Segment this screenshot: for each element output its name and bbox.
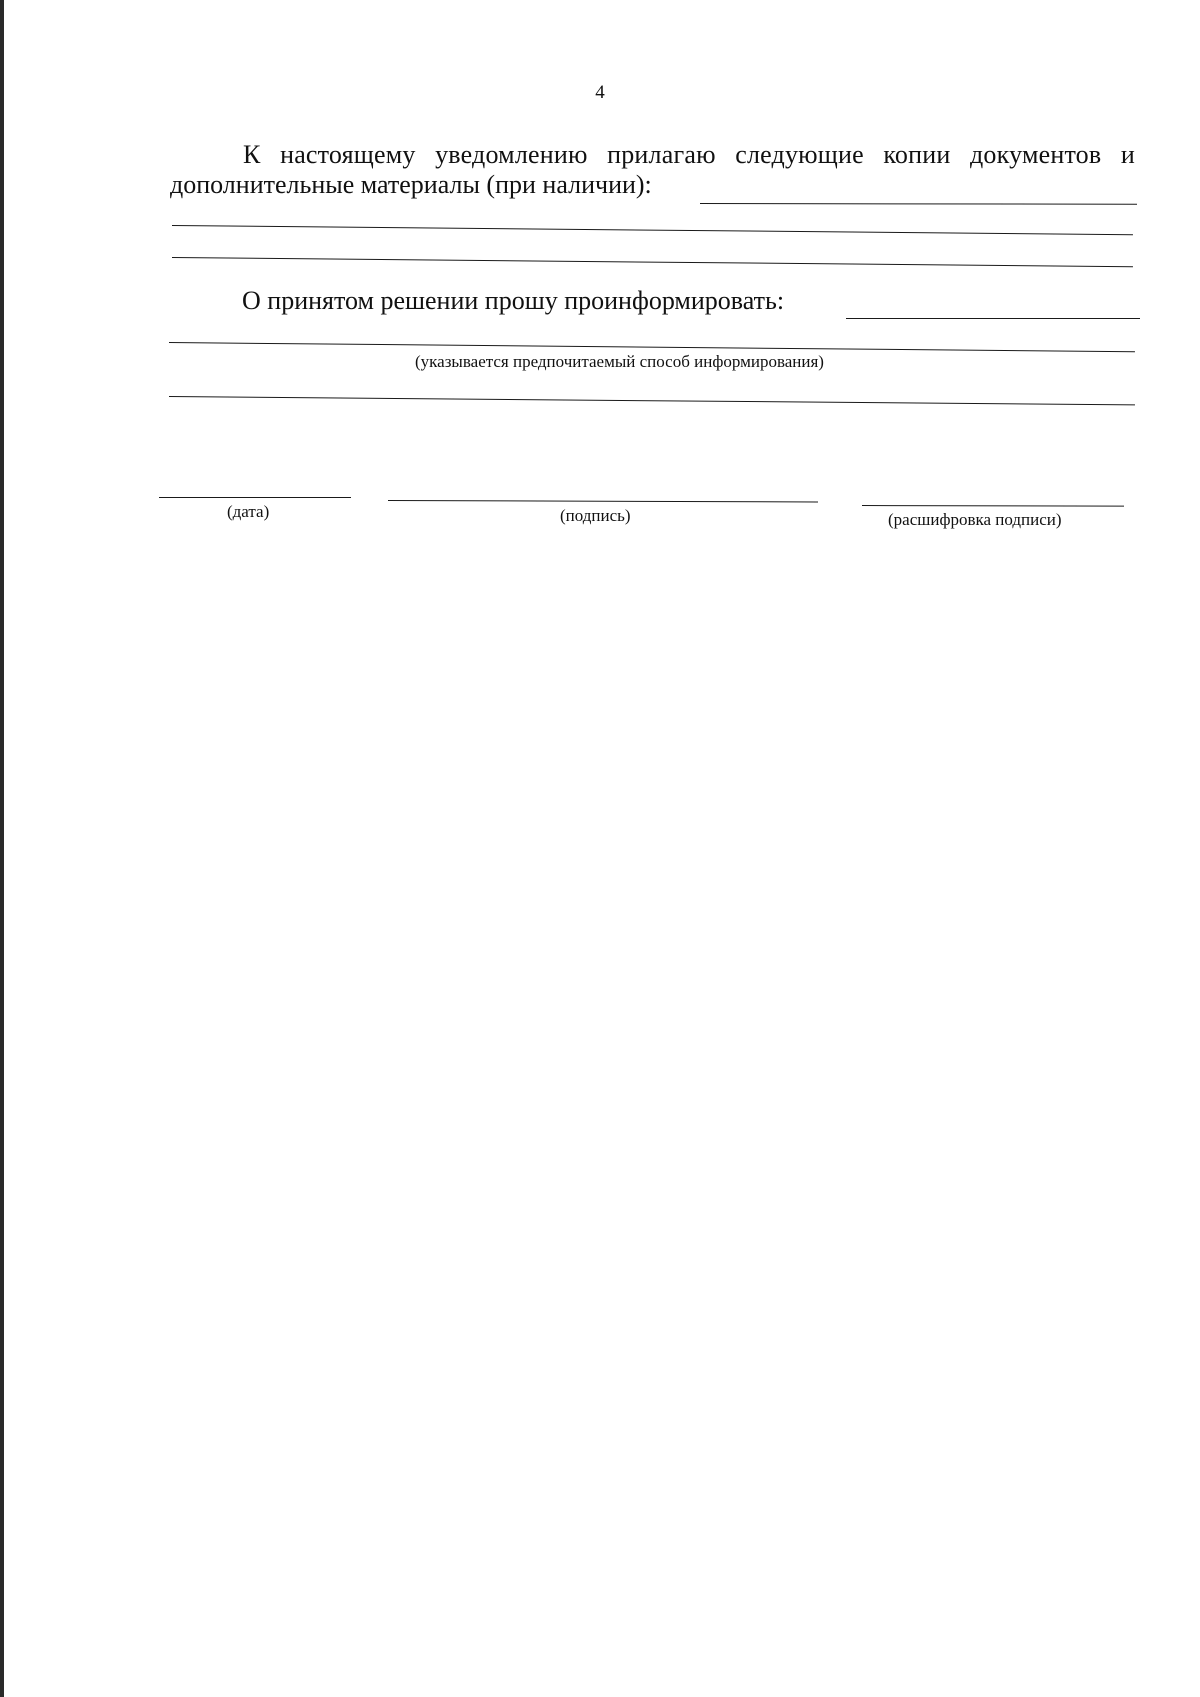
- signature-label: (подпись): [560, 506, 631, 525]
- attachments-fill-line-1[interactable]: [700, 203, 1137, 205]
- decision-fill-line-1[interactable]: [846, 318, 1140, 319]
- decision-fill-line-2[interactable]: [169, 342, 1135, 352]
- signature-fill-line[interactable]: [388, 500, 818, 503]
- page-number: 4: [595, 82, 605, 103]
- date-fill-line[interactable]: [159, 497, 351, 498]
- signature-decoding-label: (расшифровка подписи): [888, 510, 1062, 529]
- scan-edge: [0, 0, 4, 1697]
- date-label: (дата): [227, 502, 270, 521]
- attachments-fill-line-2[interactable]: [172, 225, 1133, 235]
- signature-decoding-fill-line[interactable]: [862, 505, 1124, 507]
- decision-fill-line-3[interactable]: [169, 396, 1135, 405]
- attachments-text-line-2: дополнительные материалы (при наличии):: [170, 170, 652, 199]
- attachments-fill-line-3[interactable]: [172, 257, 1133, 267]
- decision-text: О принятом решении прошу проинформировать:: [242, 286, 785, 315]
- attachments-text-line-1: К настоящему уведомлению прилагаю следующие копии документов и: [243, 140, 1135, 169]
- decision-method-hint: (указывается предпочитаемый способ информирования): [415, 352, 824, 371]
